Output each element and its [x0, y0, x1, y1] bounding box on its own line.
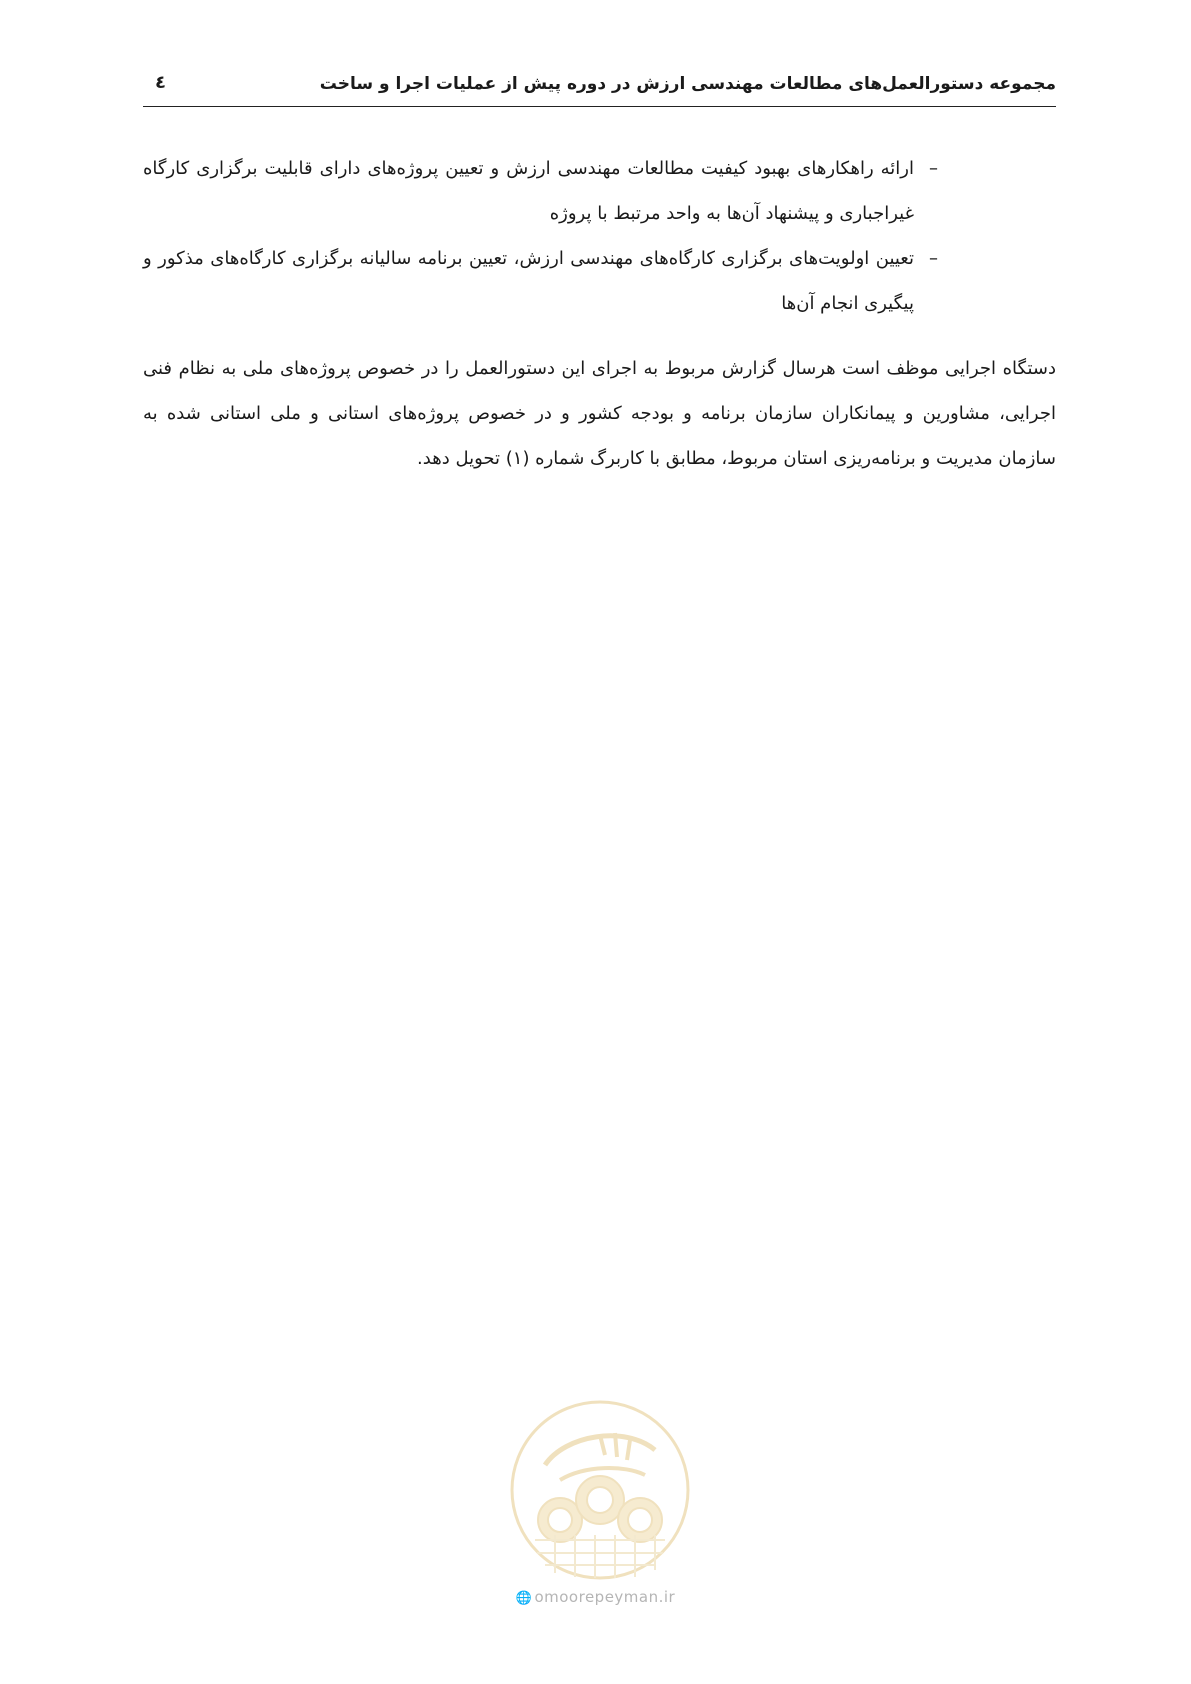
bullet-item [143, 236, 1056, 326]
bullet-item [143, 146, 1056, 236]
bullet-dash: – [929, 248, 938, 269]
body-paragraph: دستگاه اجرایی موظف است هرسال گزارش مربوط به اجرای این دستورالعمل را در خصوص پروژه‌های ملی به نظام فنی اجرایی، مشاورین و پیمانکاران سازمان برنامه و بودجه کشور و در خصوص پروژه‌های استانی و ملی استانی شده به سازمان مدیریت و برنامه‌ریزی استان مربوط، مطابق با کاربرگ شماره (١) تحویل دهد. [143, 358, 1056, 469]
page-content [143, 146, 1056, 481]
watermark-url-text: omoorepeyman.ir [534, 1588, 676, 1606]
globe-icon: 🌐 [515, 1591, 533, 1606]
bullet-list [143, 146, 1056, 326]
bullet-dash: – [929, 158, 938, 179]
page-number: ٤ [155, 72, 166, 93]
bullet-text: تعیین اولویت‌های برگزاری کارگاه‌های مهندسی ارزش، تعیین برنامه سالیانه برگزاری کارگاه‌های مذکور و پیگیری انجام آن‌ها [143, 248, 914, 314]
seal-logo [505, 1395, 695, 1585]
header-title: مجموعه دستورالعمل‌های مطالعات مهندسی ارزش در دوره پیش از عملیات اجرا و ساخت [319, 74, 1056, 94]
page-header [143, 72, 1056, 107]
watermark-url [0, 1588, 1191, 1606]
bullet-text: ارائه راهکارهای بهبود کیفیت مطالعات مهندسی ارزش و تعیین پروژه‌های دارای قابلیت برگزاری کارگاه غیراجباری و پیشنهاد آن‌ها به واحد مرتبط با پروژه [143, 158, 914, 224]
